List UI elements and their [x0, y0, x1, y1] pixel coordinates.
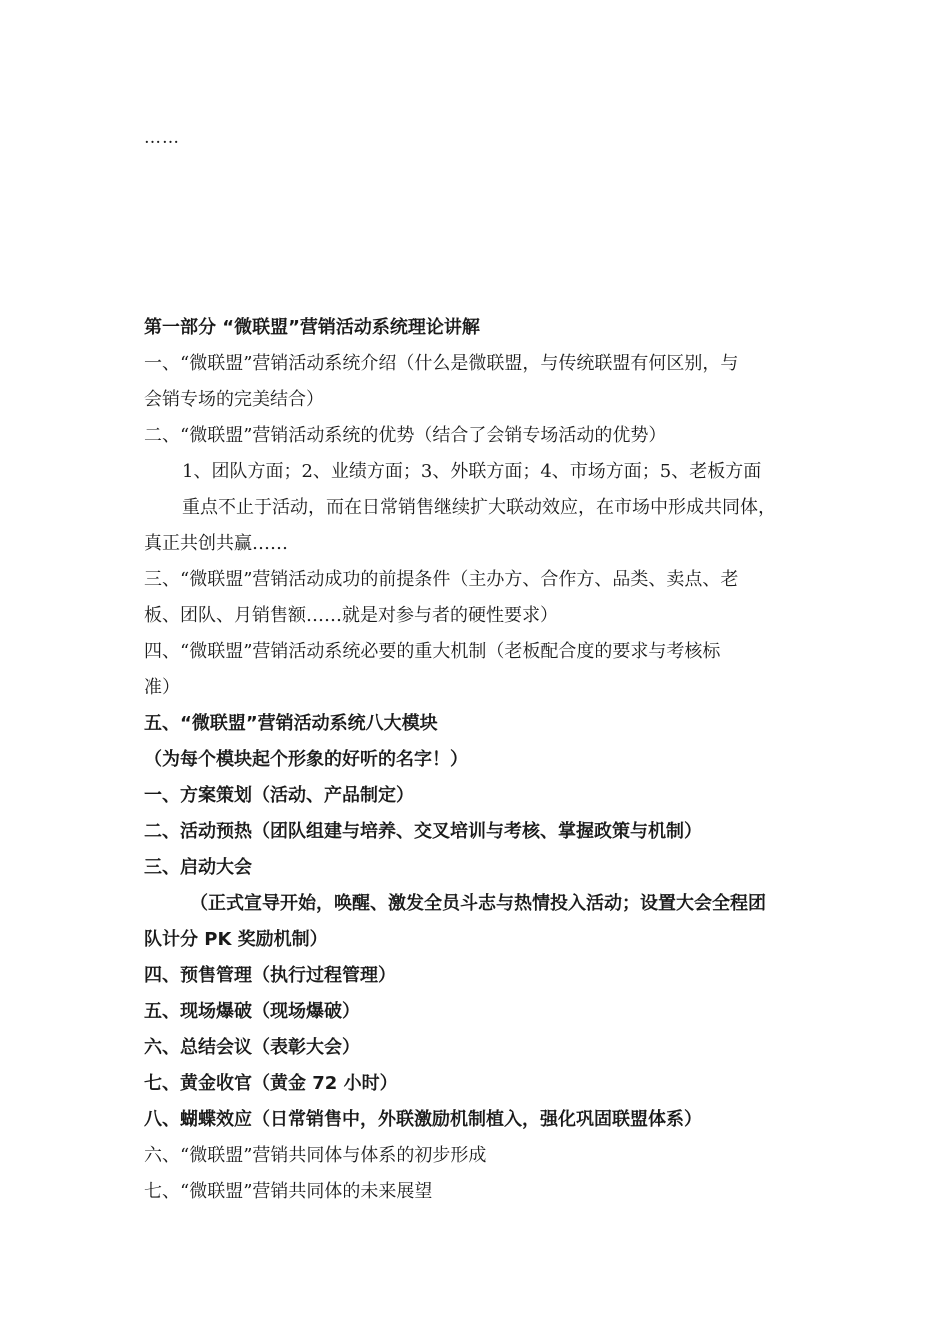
item-6: 六、“微联盟”营销共同体与体系的初步形成: [144, 1145, 487, 1166]
module-6: 六、总结会议（表彰大会）: [144, 1037, 360, 1058]
item-3-line-1: 三、“微联盟”营销活动成功的前提条件（主办方、合作方、品类、卖点、老: [144, 569, 739, 590]
item-5-note: （为每个模块起个形象的好听的名字！）: [144, 749, 468, 770]
module-7: 七、黄金收官（黄金 72 小时）: [144, 1073, 398, 1094]
item-5-heading: 五、“微联盟”营销活动系统八大模块: [144, 713, 438, 734]
item-2-aspects: 1、团队方面；2、业绩方面；3、外联方面；4、市场方面；5、老板方面: [182, 461, 762, 482]
module-5: 五、现场爆破（现场爆破）: [144, 1001, 360, 1022]
item-3-line-2: 板、团队、月销售额……就是对参与者的硬性要求）: [144, 605, 558, 626]
module-4: 四、预售管理（执行过程管理）: [144, 965, 396, 986]
document-body: [144, 310, 816, 1210]
item-7: 七、“微联盟”营销共同体的未来展望: [144, 1181, 433, 1202]
item-2-note-line-2: 真正共创共赢……: [144, 533, 288, 554]
item-4-line-2: 准）: [144, 677, 180, 698]
item-2: 二、“微联盟”营销活动系统的优势（结合了会销专场活动的优势）: [144, 425, 667, 446]
item-1-line-2: 会销专场的完美结合）: [144, 389, 324, 410]
module-1: 一、方案策划（活动、产品制定）: [144, 785, 414, 806]
section-title: 第一部分 “微联盟”营销活动系统理论讲解: [144, 317, 480, 338]
module-8: 八、蝴蝶效应（日常销售中，外联激励机制植入，强化巩固联盟体系）: [144, 1109, 702, 1130]
module-3-note-line-1: （正式宣导开始，唤醒、激发全员斗志与热情投入活动；设置大会全程团: [190, 893, 766, 914]
module-2: 二、活动预热（团队组建与培养、交叉培训与考核、掌握政策与机制）: [144, 821, 702, 842]
item-1-line-1: 一、“微联盟”营销活动系统介绍（什么是微联盟，与传统联盟有何区别，与: [144, 353, 739, 374]
module-3: 三、启动大会: [144, 857, 252, 878]
top-ellipsis: ……: [144, 128, 180, 148]
item-2-note-line-1: 重点不止于活动，而在日常销售继续扩大联动效应，在市场中形成共同体，: [182, 497, 776, 518]
item-4-line-1: 四、“微联盟”营销活动系统必要的重大机制（老板配合度的要求与考核标: [144, 641, 721, 662]
module-3-note-line-2: 队计分 PK 奖励机制）: [144, 929, 328, 950]
